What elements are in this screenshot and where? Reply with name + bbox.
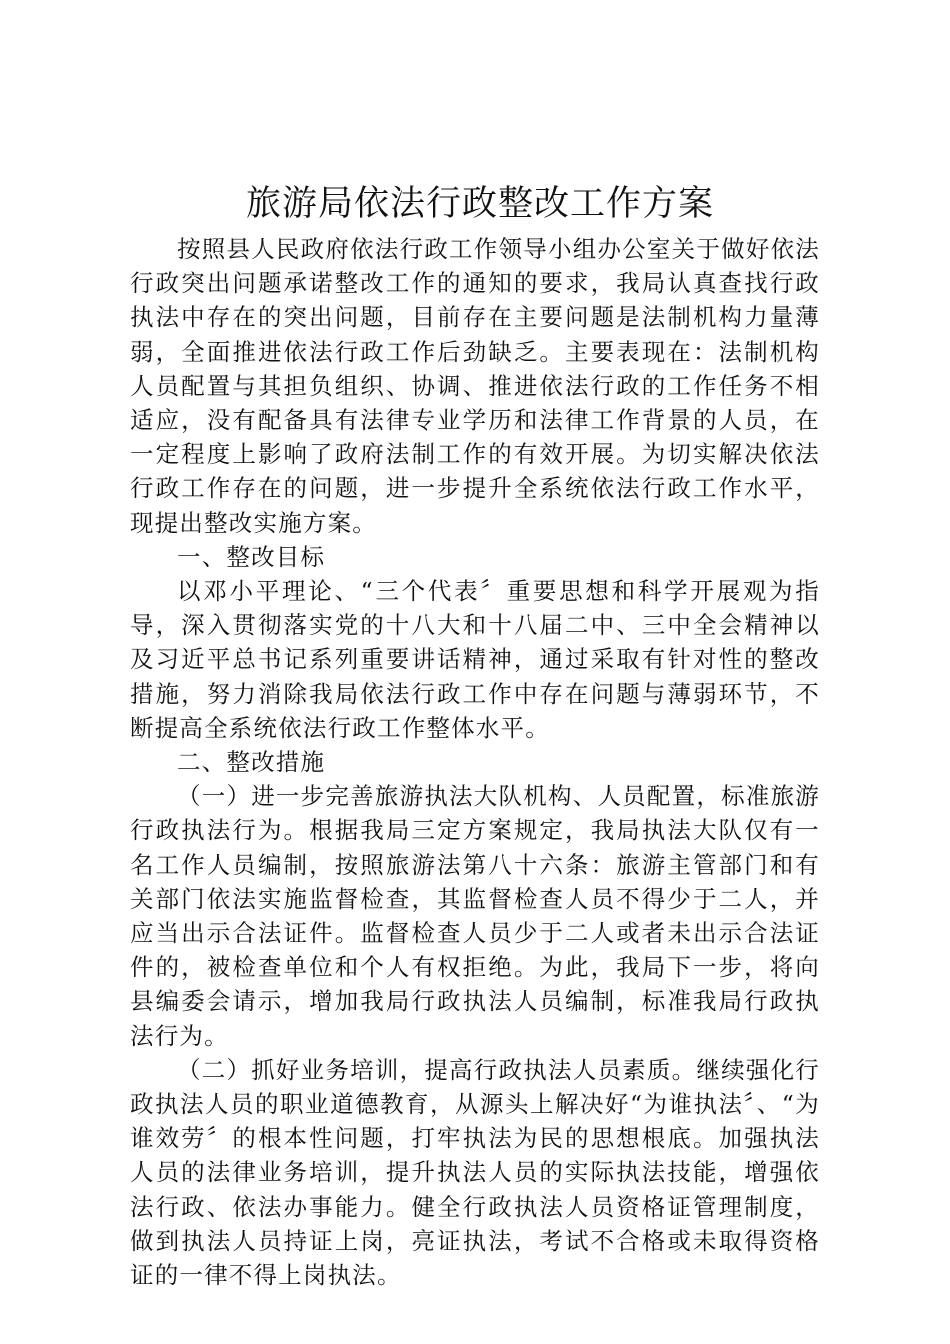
intro-paragraph: 按照县人民政府依法行政工作领导小组办公室关于做好依法行政突出问题承诺整改工作的通知的要求，我局认真查找行政执法中存在的突出问题，目前存在主要问题是法制机构力量薄弱，全面推进依法行政工作后劲缺乏。主要表现在：法制机构人员配置与其担负组织、协调、推进依法行政的工作任务不相适应，没有配备具有法律专业学历和法律工作背景的人员，在一定程度上影响了政府法制工作的有效开展。为切实解决依法行政工作存在的问题，进一步提升全系统依法行政工作水平，现提出整改实施方案。 (130, 235, 820, 537)
goals-paragraph: 以邓小平理论、“三个代表〞重要思想和科学开展观为指导，深入贯彻落实党的十八大和十八届二中、三中全会精神以及习近平总书记系列重要讲话精神，通过采取有针对性的整改措施，努力消除我局依法行政工作中存在问题与薄弱环节，不断提高全系统依法行政工作整体水平。 (130, 577, 820, 742)
section-heading-goals: 一、整改目标 (177, 542, 326, 571)
document-title: 旅游局依法行政整改工作方案 (245, 184, 714, 224)
document-body (130, 232, 820, 1292)
measure-paragraph-1: （一）进一步完善旅游执法大队机构、人员配置，标准旅游行政执法行为。根据我局三定方案规定，我局执法大队仅有一名工作人员编制，按照旅游法第八十六条：旅游主管部门和有关部门依法实施监督检查，其监督检查人员不得少于二人，并应当出示合法证件。监督检查人员少于二人或者未出示合法证件的，被检查单位和个人有权拒绝。为此，我局下一步，将向县编委会请示，增加我局行政执法人员编制，标准我局行政执法行为。 (130, 782, 820, 1050)
section-heading-measures: 二、整改措施 (177, 748, 326, 777)
measure-paragraph-2: （二）抓好业务培训，提高行政执法人员素质。继续强化行政执法人员的职业道德教育，从源头上解决好“为谁执法〞、“为谁效劳〞的根本性问题，打牢执法为民的思想根底。加强执法人员的法律业务培训，提升执法人员的实际执法技能，增强依法行政、依法办事能力。健全行政执法人员资格证管理制度，做到执法人员持证上岗，亮证执法，考试不合格或未取得资格证的一律不得上岗执法。 (130, 1055, 820, 1290)
